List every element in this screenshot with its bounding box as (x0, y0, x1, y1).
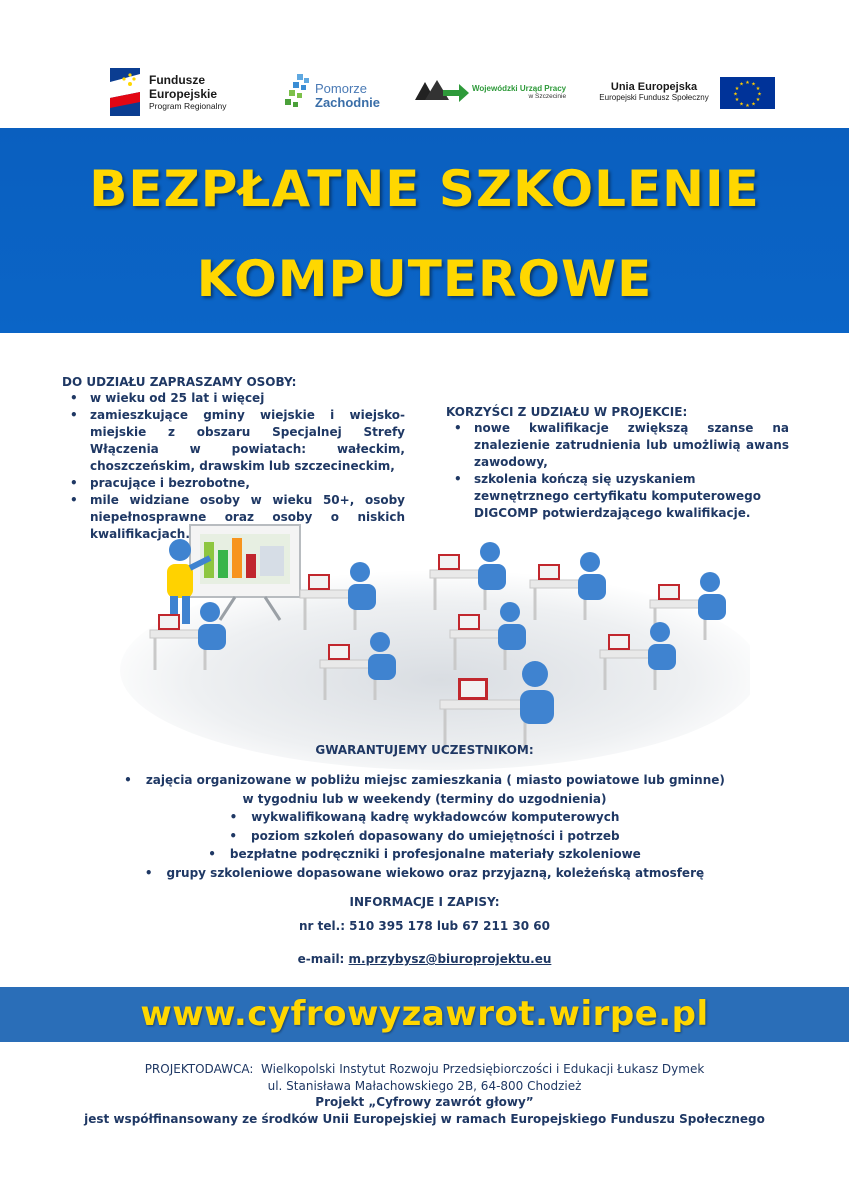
benefits-heading: KORZYŚCI Z UDZIAŁU W PROJEKCIE: (446, 405, 688, 419)
footer-line3: Projekt „Cyfrowy zawrót głowy” (315, 1095, 534, 1109)
footer (0, 1061, 849, 1127)
fe-emblem-icon (110, 68, 140, 116)
info-email-row (0, 952, 849, 966)
wup-sub: w Szczecinie (528, 93, 567, 100)
svg-text:★: ★ (751, 101, 756, 108)
benefits-section (446, 405, 789, 522)
website-url[interactable]: www.cyfrowyzawrot.wirpe.pl (140, 994, 709, 1034)
ue-sub: Europejski Fundusz Społeczny (599, 93, 709, 102)
wup-name: Wojewódzki Urząd Pracy (472, 84, 567, 93)
guarantee-list (0, 771, 849, 883)
email-link[interactable]: m.przybysz@biuroprojektu.eu (348, 952, 552, 966)
guarantee-item: • wykwalifikowaną kadrę wykładowców komputerowych (229, 810, 620, 825)
fe-line3: Program Regionalny (149, 100, 227, 111)
svg-text:★: ★ (734, 86, 740, 92)
info-heading: INFORMACJE I ZAPISY: (349, 895, 500, 909)
pomorze-emblem-icon (283, 72, 317, 110)
guarantee-item: • zajęcia organizowane w pobliżu miejsc zamieszkania ( miasto powiatowe lub gminne) (124, 773, 725, 787)
svg-text:★: ★ (755, 97, 761, 103)
logo-fundusze-europejskie (110, 68, 260, 118)
pz-line2: Zachodnie (315, 94, 381, 110)
svg-text:★: ★ (757, 91, 762, 98)
svg-text:★: ★ (739, 101, 744, 108)
guarantee-item: • grupy szkoleniowe dopasowane wiekowo oraz przyjazną, koleżeńską atmosferę (144, 865, 705, 880)
footer-line4: jest współfinansowany ze środków Unii Europejskiej w ramach Europejskiego Funduszu Społecznego (84, 1111, 765, 1126)
header-title-line2: KOMPUTEROWE (196, 250, 653, 308)
logo-wup (415, 78, 575, 108)
invite-heading: DO UDZIAŁU ZAPRASZAMY OSOBY: (62, 375, 297, 389)
guarantee-item-cont: w tygodniu lub w weekendy (terminy do uzgodnienia) (242, 791, 607, 806)
logo-unia-europejska (590, 77, 780, 111)
invite-item: • pracujące i bezrobotne, (62, 475, 405, 492)
svg-text:★: ★ (755, 86, 761, 92)
footer-line1: PROJEKTODAWCA: Wielkopolski Instytut Rozwoju Przedsiębiorczości i Edukacji Łukasz Dymek (144, 1062, 705, 1076)
wup-emblem-icon (415, 78, 469, 106)
svg-text:★: ★ (734, 97, 740, 103)
invite-section (62, 375, 405, 543)
footer-line2: ul. Stanisława Małachowskiego 2B, 64-800 Chodzież (267, 1078, 582, 1093)
svg-text:★: ★ (733, 91, 738, 98)
svg-text:★: ★ (745, 103, 750, 109)
email-label: e-mail: (297, 952, 349, 966)
benefit-item: • nowe kwalifikacje zwiększą szanse na znalezienie zatrudnienia lub umożliwią awans zawodowy, (446, 420, 789, 471)
guarantee-item: • poziom szkoleń dopasowany do umiejętności i potrzeb (229, 828, 620, 843)
benefit-item: • szkolenia kończą się uzyskaniem zewnętrznego certyfikatu komputerowego DIGCOMP potwierdzającego kwalifikacje. (446, 471, 789, 522)
fe-line1: Fundusze (149, 73, 205, 87)
fe-line2: Europejskie (149, 86, 218, 101)
guarantee-item: • bezpłatne podręczniki i profesjonalne materiały szkoleniowe (208, 847, 641, 862)
invite-item: • w wieku od 25 lat i więcej (62, 390, 405, 407)
svg-text:★: ★ (745, 80, 750, 86)
header-title-line1: BEZPŁATNE SZKOLENIE (89, 160, 760, 218)
info-phone: nr tel.: 510 395 178 lub 67 211 30 60 (299, 919, 550, 933)
ue-title: Unia Europejska (610, 81, 698, 93)
guarantee-heading: GWARANTUJEMY UCZESTNIKOM: (315, 743, 534, 757)
invite-item: • zamieszkujące gminy wiejskie i wiejsko-miejskie z obszaru Specjalnej Strefy Włączenia w powiatach: wałeckim, choszczeńskim, drawskim lub szczecineckim, (62, 407, 405, 475)
logo-pomorze-zachodnie (283, 72, 393, 112)
svg-text:★: ★ (751, 81, 756, 88)
svg-text:★: ★ (739, 81, 744, 88)
pz-line1: Pomorze (315, 81, 368, 96)
classroom-illustration (100, 520, 750, 770)
invite-item: • mile widziane osoby w wieku 50+, osoby niepełnosprawne oraz osoby o niskich kwalifikacjach. (62, 492, 405, 543)
eu-flag-icon (720, 77, 775, 109)
